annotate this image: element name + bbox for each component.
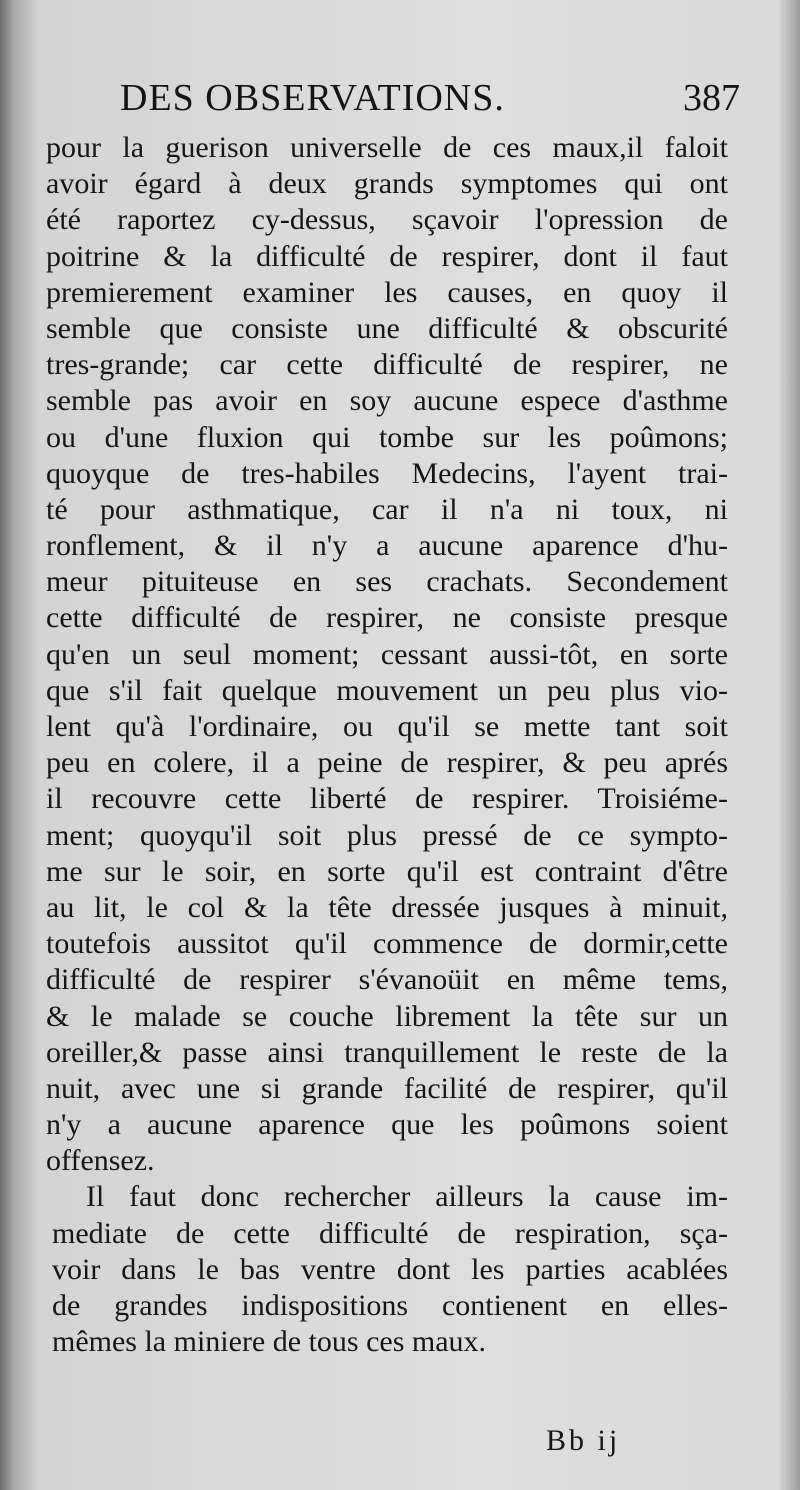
- text-line: tres-grande; car cette difficulté de respirer, ne: [46, 348, 728, 382]
- text-line: meur pituiteuse en ses crachats. Secondement: [46, 565, 728, 599]
- text-line: qu'en un seul moment; cessant aussi-tôt, en sorte: [46, 637, 728, 671]
- text-line: offensez.: [46, 1144, 155, 1178]
- text-line: avoir égard à deux grands symptomes qui ont: [46, 167, 728, 201]
- running-title: DES OBSERVATIONS.: [120, 77, 505, 119]
- text-line: semble pas avoir en soy aucune espece d'asthme: [46, 384, 728, 418]
- text-line: premierement examiner les causes, en quoy il: [46, 275, 728, 309]
- text-line: quoyque de tres-habiles Medecins, l'ayent trai-: [46, 456, 728, 490]
- text-line: té pour asthmatique, car il n'a ni toux, ni: [46, 492, 728, 526]
- text-line: au lit, le col & la tête dressée jusques à minuit,: [46, 890, 728, 924]
- paragraph-2: [46, 1179, 728, 1360]
- body-text: [46, 130, 728, 1360]
- text-line: lent qu'à l'ordinaire, ou qu'il se mette tant soit: [46, 710, 728, 743]
- signature-mark: Bb ij: [546, 1424, 621, 1457]
- page-header: [120, 76, 740, 136]
- text-line: poitrine & la difficulté de respirer, dont il faut: [46, 239, 728, 273]
- text-line: mêmes la miniere de tous ces maux.: [52, 1325, 487, 1359]
- page-number: 387: [683, 77, 740, 119]
- text-line: cette difficulté de respirer, ne consiste presque: [46, 601, 728, 635]
- text-line: oreiller,& passe ainsi tranquillement le reste de la: [46, 1035, 728, 1069]
- text-line: peu en colere, il a peine de respirer, & peu aprés: [46, 746, 728, 780]
- text-line: ronflement, & il n'y a aucune aparence d'hu-: [46, 529, 728, 563]
- text-line: ment; quoyqu'il soit plus pressé de ce sympto-: [46, 818, 728, 852]
- text-line: difficulté de respirer s'évanoüit en même tems,: [46, 963, 728, 997]
- text-line: de grandes indispositions contienent en elles-: [52, 1289, 728, 1322]
- text-line: mediate de cette difficulté de respiration, sça-: [52, 1216, 728, 1250]
- text-line: semble que consiste une difficulté & obscurité: [46, 311, 728, 345]
- text-line: ou d'une fluxion qui tombe sur les poûmons;: [46, 420, 728, 454]
- text-line: pour la guerison universelle de ces maux,il faloit: [46, 131, 728, 164]
- paragraph-1: [46, 130, 728, 1179]
- text-line: été raportez cy-dessus, sçavoir l'opression de: [46, 203, 728, 237]
- text-line: n'y a aucune aparence que les poûmons soient: [46, 1108, 728, 1142]
- text-line: nuit, avec une si grande facilité de respirer, qu'il: [46, 1071, 728, 1105]
- text-line: que s'il fait quelque mouvement un peu plus vio-: [46, 673, 728, 707]
- text-line: Il faut donc rechercher ailleurs la cause im-: [86, 1180, 728, 1214]
- text-line: il recouvre cette liberté de respirer. Troisiéme-: [46, 782, 728, 816]
- text-line: me sur le soir, en sorte qu'il est contraint d'être: [46, 854, 728, 888]
- text-line: toutefois aussitot qu'il commence de dormir,cette: [46, 927, 728, 961]
- text-line: & le malade se couche librement la tête sur un: [46, 999, 728, 1033]
- text-line: voir dans le bas ventre dont les parties acablées: [52, 1252, 728, 1286]
